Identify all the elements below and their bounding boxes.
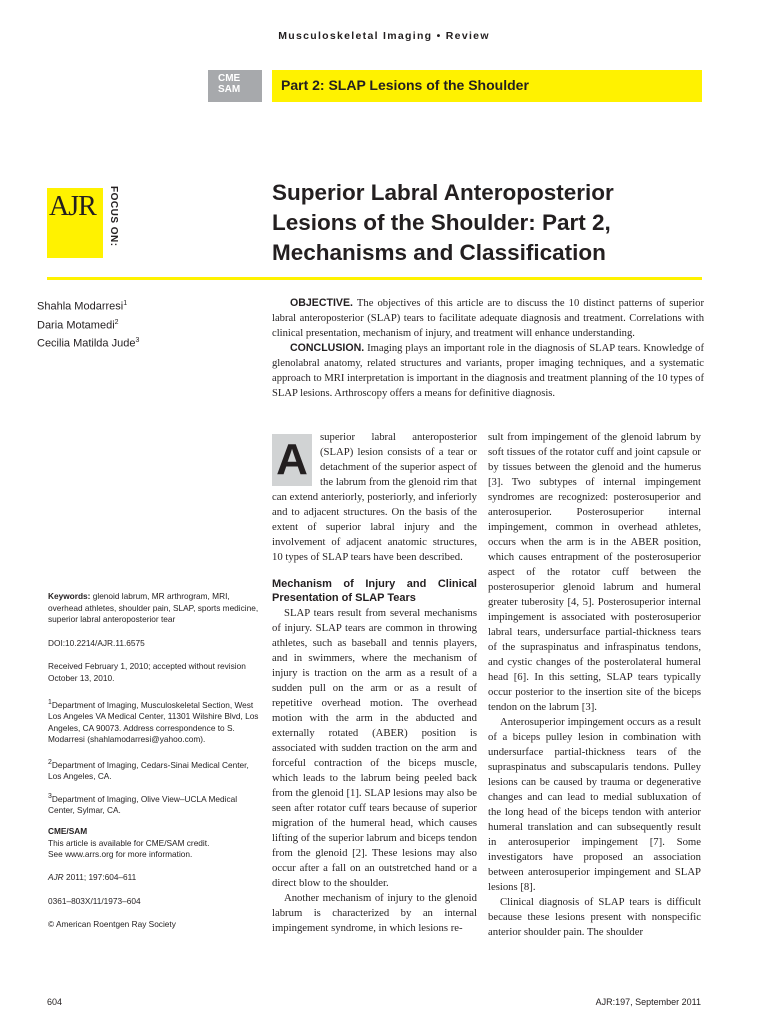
running-head: Musculoskeletal Imaging • Review bbox=[278, 30, 490, 42]
abstract bbox=[272, 296, 704, 401]
keywords: Keywords: glenoid labrum, MR arthrogram, MRI, overhead athletes, shoulder pain, SLAP, sports medicine, superior labral anteroposterior tear bbox=[48, 591, 259, 624]
abstract-objective: OBJECTIVE. The objectives of this article are to discuss the 10 distinct patterns of superior labral anteroposterior (SLAP) tears to facilitate adequate diagnosis and treatment. Correlations with clinical presentation, mechanism of injury, and treatment will enhance understanding. bbox=[272, 297, 704, 339]
title-line-3: Mechanisms and Classification bbox=[272, 240, 606, 265]
body-paragraph: Clinical diagnosis of SLAP tears is difficult because these lesions present with nonspecific anterior shoulder pain. The shoulder bbox=[488, 896, 701, 938]
focus-on-text: FOCUS ON: bbox=[108, 186, 119, 247]
author: Daria Motamedi$^2$ bbox=[37, 318, 119, 332]
affiliation-1: $^1$Department of Imaging, Musculoskeletal Section, West Los Angeles VA Medical Center, 11301 Wilshire Blvd, Los Angeles, CA 90073. Address correspondence to S. Modarresi (shahlamodarresi@yahoo.com). bbox=[48, 699, 259, 745]
cme-sam-label: CME/SAM bbox=[48, 826, 88, 836]
author: Cecilia Matilda Jude$^3$ bbox=[37, 337, 140, 350]
body-paragraph: Anterosuperior impingement occurs as a result of a biceps pulley lesion in combination with undersurface partial-thickness tears of the supraspinatus and subscapularis tendons. Pulley lesions can be caused by trauma or degenerative changes and can lead to medial subluxation of the long head of the biceps tendon with anterior humeral translation and can subsequently result in anterosuperior impingement [7]. Some investigators have proposed an association between anterosuperior impingement and SLAP lesions [8]. bbox=[488, 716, 701, 893]
page-number: 604 bbox=[47, 997, 63, 1007]
copyright: © American Roentgen Ray Society bbox=[48, 919, 176, 929]
part-title: Part 2: SLAP Lesions of the Shoulder bbox=[281, 77, 529, 93]
affiliation-3: $^3$Department of Imaging, Olive View–UCLA Medical Center, Sylmar, CA. bbox=[48, 793, 238, 816]
abstract-conclusion: CONCLUSION. Imaging plays an important role in the diagnosis of SLAP tears. Knowledge of glenolabral anatomy, related structures and variants, proper imaging techniques, and a systematic approach to MRI interpretation is important in the diagnosis and treatment planning of the 10 types of SLAP lesions. Arthroscopy offers a means for definitive diagnosis. bbox=[272, 342, 705, 399]
author-list bbox=[37, 296, 139, 352]
ajr-logo: AJR bbox=[49, 191, 96, 222]
cme-sam-info: CME/SAM This article is available for CME/SAM credit. See www.arrs.org for more information. bbox=[48, 826, 210, 859]
received-date: Received February 1, 2010; accepted without revision October 13, 2010. bbox=[48, 661, 246, 683]
body-column-2 bbox=[488, 430, 701, 940]
body-paragraph: SLAP tears result from several mechanisms of injury. SLAP tears are common in throwing athletes, such as baseball and tennis players, and in swimmers, where the mechanism of injury is traction on the arm as a result of a sudden pull on the arm or as a result of repetitive overhead motion. The overhead motion with the arm in the abducted and externally rotated (ABER) position is associated with sudden traction on the arm and forceful contraction of the biceps muscle, which leads to the labrum being peeled back from the glenoid [1]. SLAP lesions may also be seen after rotator cuff tears because of superior migration of the humeral head, which causes lifting of the superior labrum and biceps tendon from the glenoid [2]. These lesions may also occur after a fall on an outstretched hand or a direct blow to the shoulder. bbox=[272, 607, 477, 889]
section-heading: Mechanism of Injury and Clinical Presentation of SLAP Tears bbox=[272, 578, 477, 604]
affiliation-2: $^2$Department of Imaging, Cedars-Sinai Medical Center, Los Angeles, CA. bbox=[48, 759, 249, 782]
title-line-1: Superior Labral Anteroposterior bbox=[272, 180, 614, 205]
citation: AJR 2011; 197:604–611 bbox=[48, 872, 137, 882]
intro-paragraph: superior labral anteroposterior (SLAP) lesion consists of a tear or detachment of the superior aspect of the labrum from the glenoid rim that can extend anteriorly, posteriorly, and inferiorly and to adjacent structures. On the basis of the extent of superior labral injury and the involvement of adjacent anatomic structures, 10 types of SLAP tears have been described. bbox=[272, 431, 477, 563]
body-paragraph: sult from impingement of the glenoid labrum by soft tissues of the rotator cuff and joint capsule or by tissues between the glenoid and the humerus [3]. Two subtypes of internal impingement syndromes are recognized: posterosuperior and anterosuperior. Posterosuperior internal impingement, common in overhead athletes, occurs when the arm is in the ABER position, which causes entrapment of the posterosuperior aspect of the rotator cuff between the posterosuperior glenoid labrum and humeral greater tuberosity [4, 5]. Posterosuperior internal impingement is associated with posterosuperior labral tears, undersurface partial-thickness tears of the supraspinatus and infraspinatus tendons, and cystic changes of the posterolateral humeral head [6]. In this setting, SLAP tears typically occur posterior to the insertion site of the biceps tendon on the labrum [3]. bbox=[488, 431, 701, 713]
article-title bbox=[272, 178, 712, 268]
journal-issue: AJR:197, September 2011 bbox=[595, 997, 701, 1007]
yellow-divider bbox=[47, 277, 702, 280]
title-line-2: Lesions of the Shoulder: Part 2, bbox=[272, 210, 611, 235]
cme-badge-line1: CME bbox=[218, 73, 241, 84]
doi: DOI:10.2214/AJR.11.6575 bbox=[48, 638, 145, 648]
cme-badge-line2: SAM bbox=[218, 84, 241, 95]
focus-on-label bbox=[106, 186, 120, 260]
body-paragraph: Another mechanism of injury to the glenoid labrum is characterized by an internal impingement syndrome, in which lesions re- bbox=[272, 892, 477, 934]
cme-sam-badge bbox=[208, 70, 262, 102]
issn: 0361–803X/11/1973–604 bbox=[48, 896, 141, 906]
author: Shahla Modarresi$^1$ bbox=[37, 300, 128, 313]
drop-cap: A bbox=[272, 434, 312, 486]
body-column-1 bbox=[272, 430, 477, 936]
